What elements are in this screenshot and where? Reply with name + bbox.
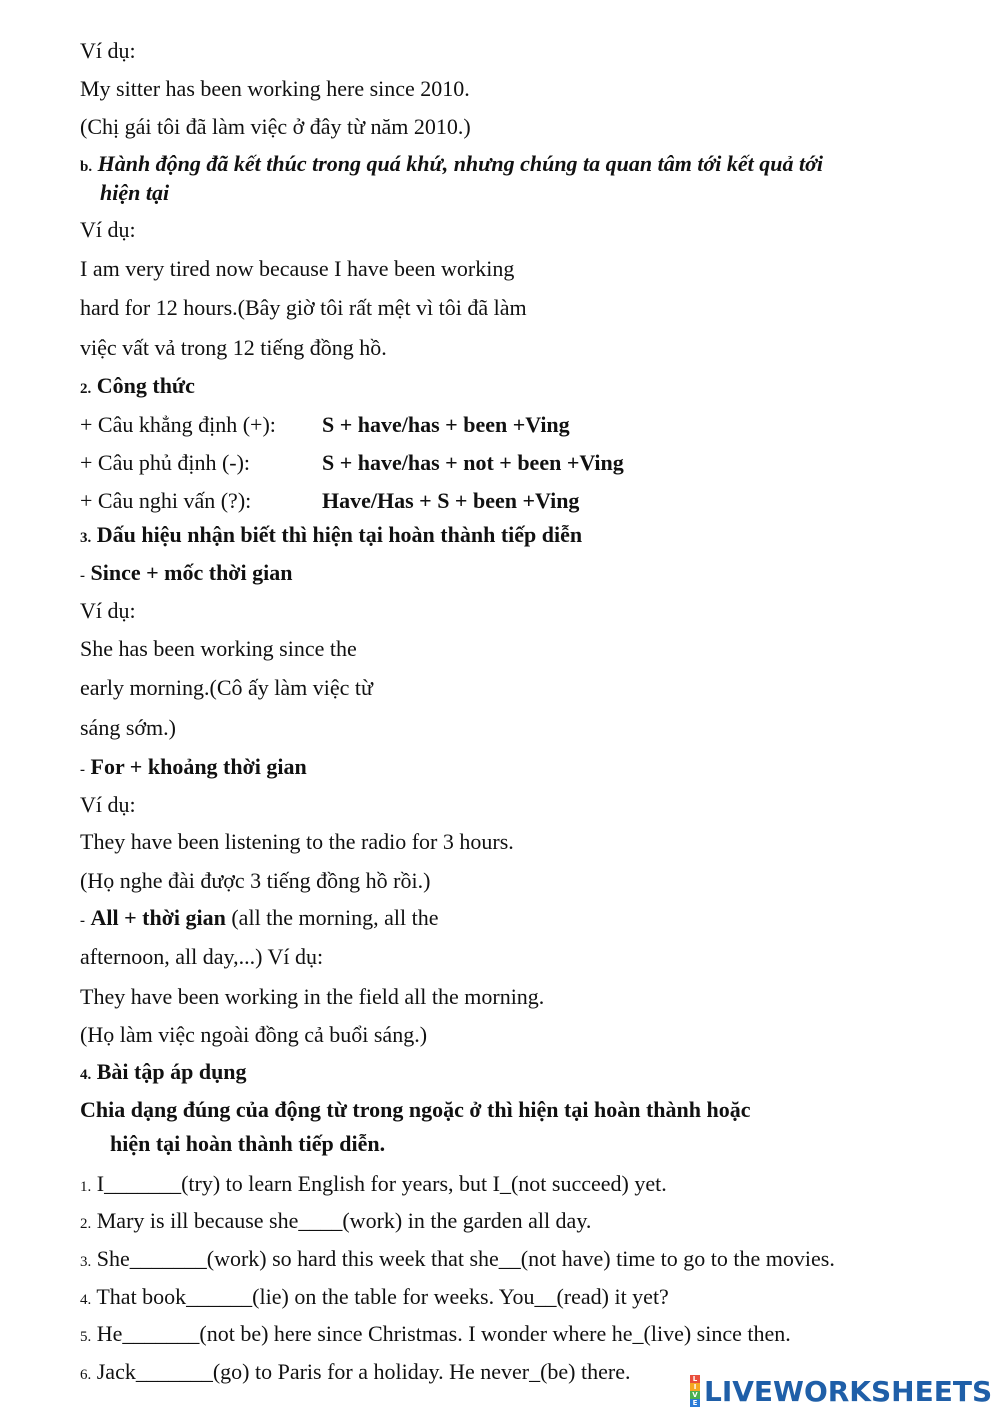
- exercise-item: [80, 1358, 630, 1389]
- formula-label: + Câu phủ định (-):: [80, 450, 251, 475]
- exercise-item: [80, 1207, 591, 1238]
- example-sentence: My sitter has been working here since 2010.: [80, 76, 470, 101]
- exercise-number: 3.: [80, 1254, 92, 1270]
- point-b-number: b.: [80, 159, 93, 175]
- section-2-heading: [80, 372, 195, 403]
- exercise-text: He_______(not be) here since Christmas. I wonder where he_(live) since then.: [96, 1321, 791, 1346]
- exercise-item: [80, 1170, 667, 1201]
- example-translation: việc vất vả trong 12 tiếng đồng hồ.: [80, 335, 387, 360]
- section-4-heading: [80, 1058, 247, 1089]
- exercise-text: Mary is ill because she____(work) in the garden all day.: [96, 1208, 592, 1233]
- exercise-instruction-cont: hiện tại hoàn thành tiếp diễn.: [110, 1131, 386, 1156]
- exercise-text: I_______(try) to learn English for years, but I_(not succeed) yet.: [96, 1171, 667, 1196]
- section-title: Bài tập áp dụng: [96, 1059, 247, 1084]
- bullet-dash: -: [80, 913, 85, 929]
- example-sentence: They have been listening to the radio for 3 hours.: [80, 829, 514, 854]
- point-b-title: Hành động đã kết thúc trong quá khứ, nhưng chúng ta quan tâm tới kết quả tới: [97, 151, 824, 176]
- all-description: (all the morning, all the: [225, 905, 439, 930]
- example-sentence: She has been working since the: [80, 636, 357, 661]
- formula-label: + Câu khẳng định (+):: [80, 412, 276, 437]
- exercise-number: 1.: [80, 1179, 92, 1195]
- all-title: All + thời gian: [90, 905, 226, 930]
- example-sentence: afternoon, all day,...) Ví dụ:: [80, 944, 324, 969]
- section-3-heading: [80, 521, 582, 552]
- example-sentence: They have been working in the field all the morning.: [80, 984, 545, 1009]
- example-sentence: early morning.(Cô ấy làm việc từ: [80, 675, 373, 700]
- exercise-text: Jack_______(go) to Paris for a holiday. He never_(be) there.: [96, 1359, 631, 1384]
- logo-letter: I: [690, 1383, 700, 1391]
- example-label: Ví dụ:: [80, 217, 136, 242]
- since-heading: [80, 559, 292, 590]
- logo-letter: V: [690, 1391, 700, 1399]
- bullet-dash: -: [80, 762, 85, 778]
- logo-letter: E: [690, 1399, 700, 1407]
- example-label: Ví dụ:: [80, 38, 136, 63]
- exercise-number: 4.: [80, 1292, 92, 1308]
- exercise-text: That book______(lie) on the table for weeks. You__(read) it yet?: [96, 1284, 669, 1309]
- formula-text: Have/Has + S + been +Ving: [322, 488, 580, 513]
- example-label: Ví dụ:: [80, 598, 136, 623]
- bullet-dash: -: [80, 568, 85, 584]
- exercise-number: 6.: [80, 1367, 92, 1383]
- for-title: For + khoảng thời gian: [90, 754, 307, 779]
- liveworksheets-logo: [690, 1374, 992, 1408]
- formula-label: + Câu nghi vấn (?):: [80, 488, 252, 513]
- exercise-item: [80, 1245, 835, 1276]
- exercise-item: [80, 1283, 669, 1314]
- exercise-number: 5.: [80, 1329, 92, 1345]
- example-translation: (Họ làm việc ngoài đồng cả buổi sáng.): [80, 1022, 428, 1047]
- section-number: 2.: [80, 381, 92, 397]
- formula-text: S + have/has + not + been +Ving: [322, 450, 624, 475]
- section-title: Dấu hiệu nhận biết thì hiện tại hoàn thành tiếp diễn: [96, 522, 583, 547]
- section-number: 3.: [80, 530, 92, 546]
- all-heading: [80, 904, 438, 935]
- logo-mark-icon: [690, 1375, 700, 1407]
- exercise-item: [80, 1320, 791, 1351]
- logo-letter: L: [690, 1375, 700, 1383]
- example-translation: (Chị gái tôi đã làm việc ở đây từ năm 2010.): [80, 114, 471, 139]
- logo-text: LIVEWORKSHEETS: [704, 1374, 993, 1408]
- example-sentence: hard for 12 hours.(Bây giờ tôi rất mệt vì tôi đã làm: [80, 295, 527, 320]
- exercise-instruction: Chia dạng đúng của động từ trong ngoặc ở thì hiện tại hoàn thành hoặc: [80, 1097, 751, 1122]
- point-b-title-cont: hiện tại: [100, 180, 170, 205]
- exercise-number: 2.: [80, 1216, 92, 1232]
- example-translation: (Họ nghe đài được 3 tiếng đồng hồ rồi.): [80, 868, 431, 893]
- example-sentence: I am very tired now because I have been working: [80, 256, 515, 281]
- point-b-heading: [80, 150, 823, 181]
- formula-text: S + have/has + been +Ving: [322, 412, 570, 437]
- section-number: 4.: [80, 1067, 92, 1083]
- exercise-text: She_______(work) so hard this week that she__(not have) time to go to the movies.: [96, 1246, 835, 1271]
- section-title: Công thức: [96, 373, 195, 398]
- example-label: Ví dụ:: [80, 792, 136, 817]
- example-translation: sáng sớm.): [80, 715, 176, 740]
- for-heading: [80, 753, 307, 784]
- since-title: Since + mốc thời gian: [90, 560, 293, 585]
